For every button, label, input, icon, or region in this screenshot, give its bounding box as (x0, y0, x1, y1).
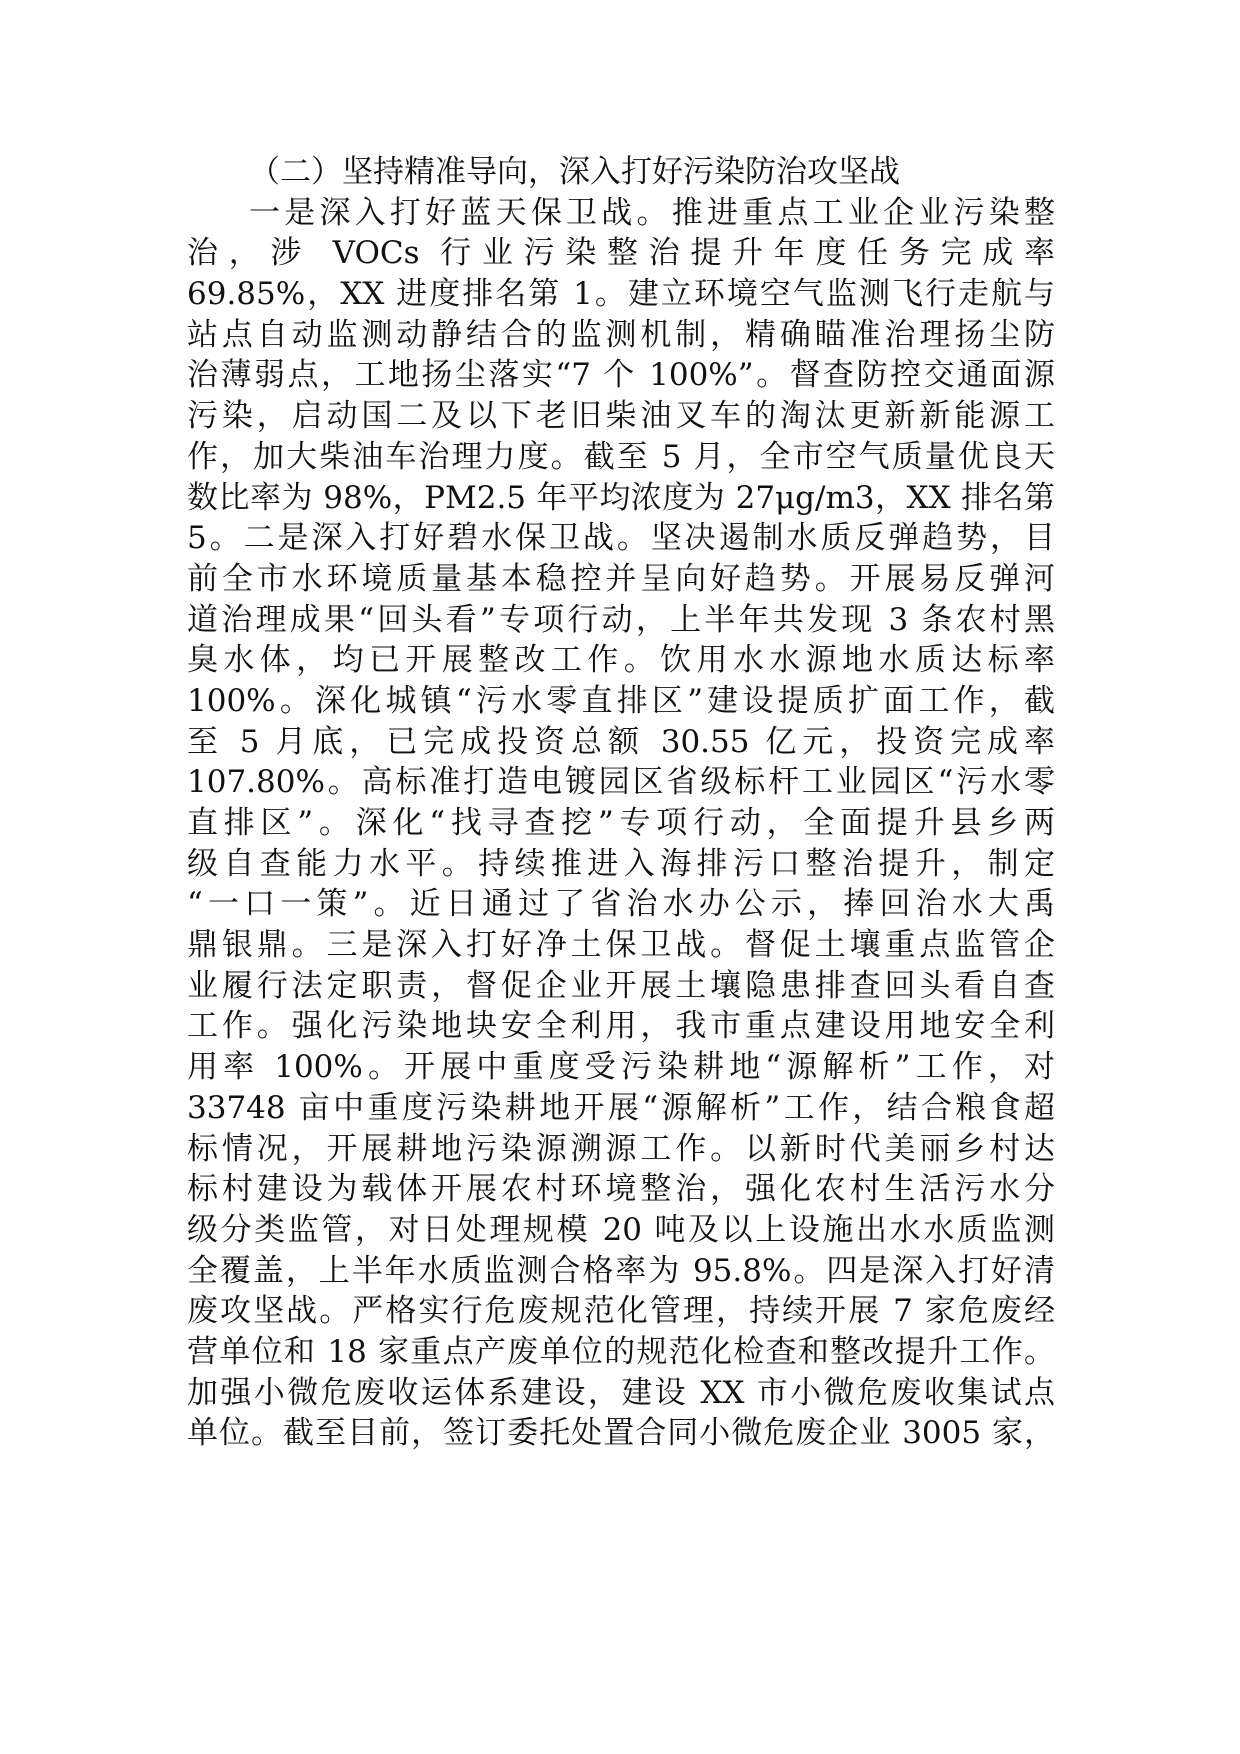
paragraph-line: 站点自动监测动静结合的监测机制，精确瞄准治理扬尘防 (187, 316, 1055, 353)
paragraph-line: 107.80%。高标准打造电镀园区省级标杆工业园区“污水零 (187, 764, 1055, 801)
paragraph-line: 标情况，开展耕地污染源溯源工作。以新时代美丽乡村达 (187, 1130, 1055, 1167)
paragraph-line: 单位。截至目前，签订委托处置合同小微危废企业 3005 家， (187, 1415, 1055, 1452)
paragraph-line: 作，加大柴油车治理力度。截至 5 月，全市空气质量优良天 (187, 438, 1055, 475)
paragraph-line: 69.85%，XX 进度排名第 1。建立环境空气监测飞行走航与 (187, 276, 1055, 313)
paragraph-line: 前全市水环境质量基本稳控并呈向好趋势。开展易反弹河 (187, 560, 1055, 597)
paragraph-line: 鼎银鼎。三是深入打好净土保卫战。督促土壤重点监管企 (187, 927, 1055, 964)
paragraph-line: 臭水体，均已开展整改工作。饮用水水源地水质达标率 (187, 642, 1055, 679)
paragraph-line: “一口一策”。近日通过了省治水办公示，捧回治水大禹 (187, 886, 1055, 923)
paragraph-line: 废攻坚战。严格实行危废规范化管理，持续开展 7 家危废经 (187, 1293, 1055, 1330)
paragraph-line: 营单位和 18 家重点产废单位的规范化检查和整改提升工作。 (187, 1333, 1055, 1370)
paragraph-line: 数比率为 98%，PM2.5 年平均浓度为 27μg/m3，XX 排名第 (187, 479, 1055, 516)
paragraph-line: 级自查能力水平。持续推进入海排污口整治提升，制定 (187, 845, 1055, 882)
paragraph-line: 全覆盖，上半年水质监测合格率为 95.8%。四是深入打好清 (187, 1252, 1055, 1289)
paragraph-line: 工作。强化污染地块安全利用，我市重点建设用地安全利 (187, 1008, 1055, 1045)
paragraph-line: 100%。深化城镇“污水零直排区”建设提质扩面工作，截 (187, 682, 1055, 719)
paragraph-line: 业履行法定职责，督促企业开展土壤隐患排查回头看自查 (187, 967, 1055, 1004)
paragraph-line: 5。二是深入打好碧水保卫战。坚决遏制水质反弹趋势，目 (187, 520, 1055, 557)
paragraph-line: 直排区”。深化“找寻查挖”专项行动，全面提升县乡两 (187, 805, 1055, 841)
paragraph-line: 加强小微危废收运体系建设，建设 XX 市小微危废收集试点 (187, 1374, 1055, 1411)
paragraph-line: 一是深入打好蓝天保卫战。推进重点工业企业污染整 (249, 194, 1055, 231)
paragraph-line: 治，涉 VOCs 行业污染整治提升年度任务完成率 (187, 235, 1055, 272)
paragraph-line: 用率 100%。开展中重度受污染耕地“源解析”工作，对 (187, 1049, 1055, 1086)
paragraph-line: 道治理成果“回头看”专项行动，上半年共发现 3 条农村黑 (187, 601, 1055, 638)
paragraph-line: 至 5 月底，已完成投资总额 30.55 亿元，投资完成率 (187, 723, 1055, 760)
paragraph-line: 级分类监管，对日处理规模 20 吨及以上设施出水水质监测 (187, 1211, 1055, 1248)
paragraph-line: 33748 亩中重度污染耕地开展“源解析”工作，结合粮食超 (187, 1089, 1055, 1126)
section-heading: （二）坚持精准导向，深入打好污染防治攻坚战 (249, 154, 900, 190)
document-body (187, 152, 1055, 1454)
paragraph-line: 标村建设为载体开展农村环境整治，强化农村生活污水分 (187, 1171, 1055, 1208)
paragraph-line: 治薄弱点，工地扬尘落实“7 个 100%”。督查防控交通面源 (187, 357, 1055, 394)
paragraph-line: 污染，启动国二及以下老旧柴油叉车的淘汰更新新能源工 (187, 398, 1055, 435)
